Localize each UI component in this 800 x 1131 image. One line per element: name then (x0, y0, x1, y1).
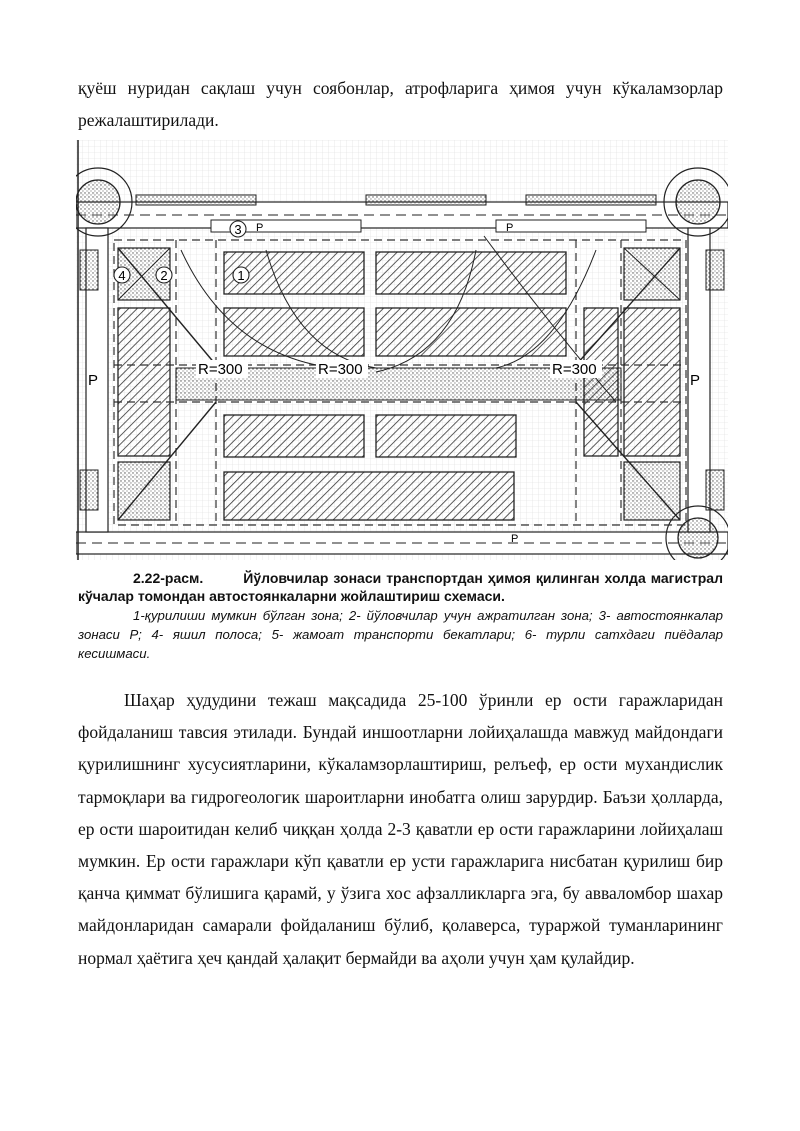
legend-text: 1-қурилиши мумкин бўлган зона; 2- йўловчилар учун ажратилган зона; 3- автостоянкалар зонаси Р; 4- яшил полоса; 5- жамоат транспорти бекатлари; 6- турли сатхдаги пиёдалар кесишмаси. (78, 608, 723, 661)
parking-label-top-left: P (256, 222, 264, 234)
parking-label-left: P (88, 372, 99, 389)
parking-label-top-right: P (506, 222, 514, 234)
figure-title: Йўловчилар зонаси транспортдан ҳимоя қилинган холда магистрал кўчалар томондан автостоянкаларни жойлаштириш схемаси. (78, 570, 723, 604)
figure-number: 2.22-расм. (133, 570, 204, 586)
parking-label-right: P (690, 372, 701, 389)
radius-label-3: R=300 (552, 361, 597, 378)
zone-1-marker: 1 (237, 268, 245, 283)
main-paragraph-text: Шаҳар ҳудудини тежаш мақсадида 25-100 ўринли ер ости гаражларидан фойдаланиш тавсия этилади. Бундай иншоотларни лойиҳалашда мавжуд майдондаги қурилишнинг хусусиятларини, кўкаламзорлаштириш, релъеф, ер ости мухандислик тармоқлари ва гидрогеологик шароитларни инобатга олиш зарурдир. Баъзи ҳолларда, ер ости шароитидан келиб чиққан ҳолда 2-3 қаватли ер ости гаражларини лойиҳалаш мумкин. Ер ости гаражлари кўп қаватли ер усти гаражларига нисбатан қурилиш бир қанча қиммат бўлишига қарамй, у ўзига хос афзалликларга эга, бу авваломбор шахар майдонларидан самарали фойдаланиш бўлиб, қолаверса, тураржой туманларининг нормал ҳаётига ҳеч қандай ҳалақит бермайди ва аҳоли учун ҳам қулайдир. (78, 690, 723, 968)
top-paragraph-line-1: қуёш нуридан сақлаш учун соябонлар, атрофларига ҳимоя учун кўкаламзорлар (78, 78, 723, 98)
figure-legend (78, 606, 723, 663)
top-paragraph (78, 72, 723, 136)
zone-3-marker: 3 (234, 222, 242, 237)
radius-label-1: R=300 (198, 361, 243, 378)
top-paragraph-line-2: режалаштирилади. (78, 110, 219, 131)
street-parking-scheme-figure (76, 140, 728, 560)
radius-label-2: R=300 (318, 361, 363, 378)
zone-2-marker: 2 (160, 268, 168, 283)
figure-caption (78, 569, 723, 605)
parking-label-bottom: P (511, 533, 519, 545)
main-paragraph (78, 684, 723, 974)
scheme-drawing (76, 140, 728, 560)
zone-4-marker: 4 (118, 268, 126, 283)
